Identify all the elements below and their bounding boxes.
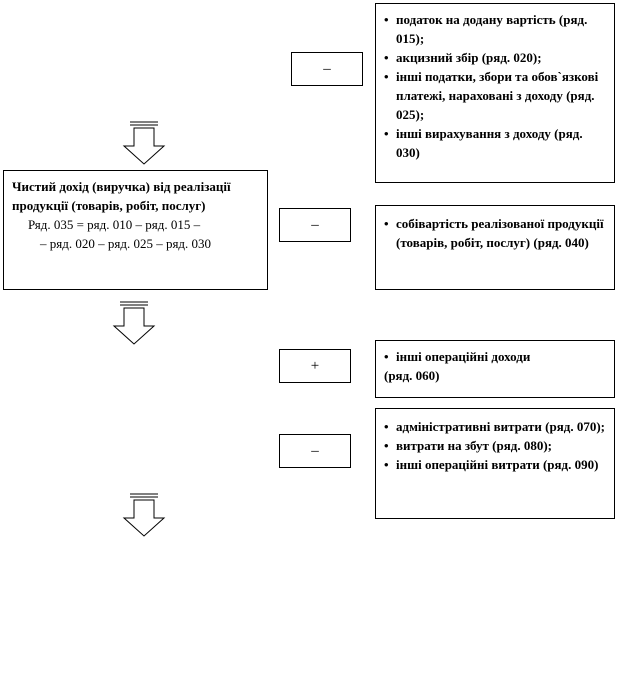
- down-arrow-3: [122, 492, 166, 538]
- list-item: • податок на додану вартість (ряд. 015);: [384, 10, 606, 48]
- net-revenue-formula-1: Ряд. 035 = ряд. 010 – ряд. 015 –: [28, 217, 201, 232]
- expenses-box: [375, 408, 615, 519]
- plus-operator-income: +: [279, 349, 351, 383]
- list-item: • собівартість реалізованої продукції (товарів, робіт, послуг) (ряд. 040): [384, 214, 606, 252]
- list-item: • інші операційні витрати (ряд. 090): [384, 455, 606, 474]
- down-arrow-1: [122, 120, 166, 166]
- minus-operator-cost: –: [279, 208, 351, 242]
- deductions-list: [384, 10, 606, 162]
- other-income-box: [375, 340, 615, 398]
- other-income-list: [384, 347, 606, 366]
- other-income-tail: (ряд. 060): [384, 368, 440, 383]
- net-revenue-box: [3, 170, 268, 290]
- minus-operator-deductions: –: [291, 52, 363, 86]
- list-item: • акцизний збір (ряд. 020);: [384, 48, 606, 67]
- cost-box: [375, 205, 615, 290]
- list-item: • інші вирахування з доходу (ряд. 030): [384, 124, 606, 162]
- minus-operator-expenses: –: [279, 434, 351, 468]
- expenses-list: [384, 417, 606, 474]
- deductions-box: [375, 3, 615, 183]
- list-item: • інші операційні доходи: [384, 347, 606, 366]
- list-item: • адміністративні витрати (ряд. 070);: [384, 417, 606, 436]
- list-item: • інші податки, збори та обов`язкові платежі, нараховані з доходу (ряд. 025);: [384, 67, 606, 124]
- list-item: • витрати на збут (ряд. 080);: [384, 436, 606, 455]
- down-arrow-2: [112, 300, 156, 346]
- net-revenue-title: Чистий дохід (виручка) від реалізації продукції (товарів, робіт, послуг): [12, 179, 231, 213]
- net-revenue-formula-2: – ряд. 020 – ряд. 025 – ряд. 030: [40, 236, 212, 251]
- cost-list: [384, 214, 606, 252]
